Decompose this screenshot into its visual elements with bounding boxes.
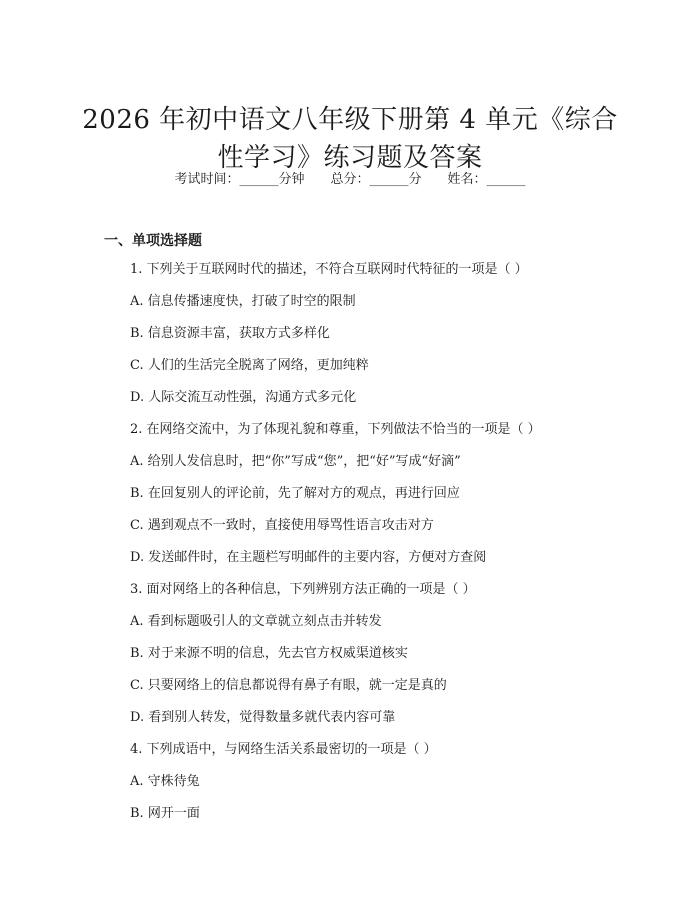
option-line: D. 看到别人转发，觉得数量多就代表内容可靠: [130, 710, 396, 725]
option-line: B. 网开一面: [130, 806, 200, 821]
title-line-1: 2026 年初中语文八年级下册第 4 单元《综合: [82, 105, 618, 136]
option-line: B. 信息资源丰富，获取方式多样化: [130, 326, 330, 341]
question-line: 2. 在网络交流中，为了体现礼貌和尊重，下列做法不恰当的一项是（ ）: [130, 422, 541, 437]
title-line-2: 性学习》练习题及答案: [217, 143, 483, 174]
option-line: A. 守株待兔: [130, 774, 200, 789]
option-line: A. 给别人发信息时，把“你”写成“您”，把“好”写成“好滴”: [130, 454, 461, 469]
question-line: 1. 下列关于互联网时代的描述，不符合互联网时代特征的一项是（ ）: [130, 262, 528, 277]
section-heading: 一、单项选择题: [104, 233, 202, 249]
question-list: [130, 261, 650, 837]
question-line: 3. 面对网络上的各种信息，下列辨别方法正确的一项是（ ）: [130, 582, 476, 597]
document-title: [70, 101, 630, 177]
question-line: 4. 下列成语中，与网络生活关系最密切的一项是（ ）: [130, 742, 437, 757]
option-line: A. 信息传播速度快，打破了时空的限制: [130, 294, 356, 309]
option-line: D. 发送邮件时，在主题栏写明邮件的主要内容，方便对方查阅: [130, 550, 487, 565]
option-line: C. 人们的生活完全脱离了网络，更加纯粹: [130, 358, 369, 373]
option-line: B. 在回复别人的评论前，先了解对方的观点，再进行回应: [130, 486, 460, 501]
exam-meta: [0, 171, 700, 189]
exam-total-score: 总分：______分: [330, 172, 422, 187]
option-line: A. 看到标题吸引人的文章就立刻点击并转发: [130, 614, 382, 629]
option-line: C. 遇到观点不一致时，直接使用辱骂性语言攻击对方: [130, 518, 434, 533]
option-line: D. 人际交流互动性强，沟通方式多元化: [130, 390, 357, 405]
option-line: B. 对于来源不明的信息，先去官方权威渠道核实: [130, 646, 408, 661]
student-name: 姓名：______: [447, 172, 526, 187]
option-line: C. 只要网络上的信息都说得有鼻子有眼，就一定是真的: [130, 678, 447, 693]
exam-time: 考试时间：______分钟: [174, 172, 305, 187]
